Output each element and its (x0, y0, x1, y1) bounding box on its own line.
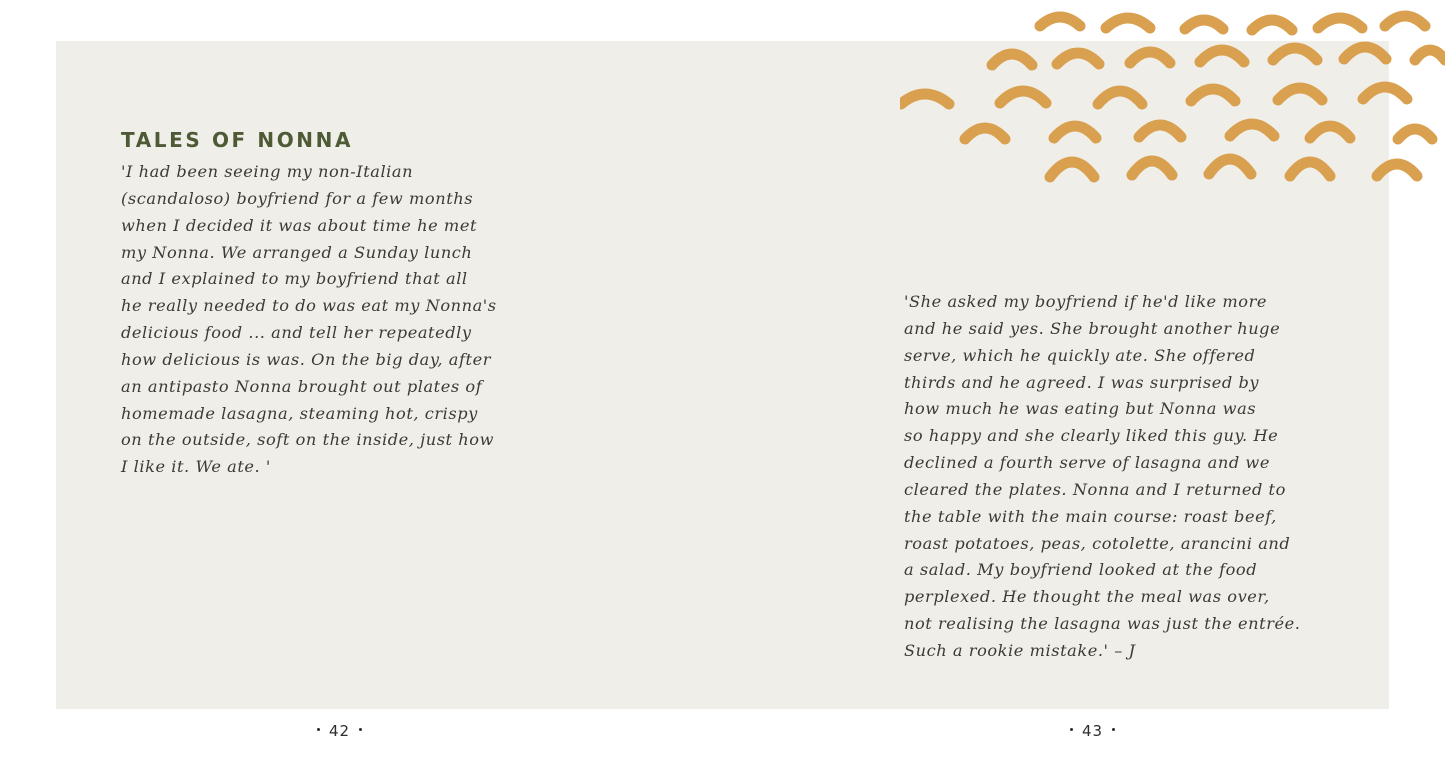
section-heading: TALES OF NONNA (121, 128, 354, 152)
story-line: how delicious is was. On the big day, after (121, 349, 492, 369)
page-number-label: 43 (1082, 722, 1104, 740)
story-line: I like it. We ate. ' (121, 457, 271, 477)
page-number-right (1061, 720, 1124, 742)
pasta-arc-icon (1290, 162, 1330, 176)
story-line: an antipasto Nonna brought out plates of (121, 376, 483, 396)
pasta-arc-icon (1278, 88, 1322, 100)
story-line: on the outside, soft on the inside, just how (121, 430, 494, 450)
bullet-dot-icon (1112, 728, 1115, 731)
pasta-arc-icon (1191, 89, 1235, 101)
pasta-arc-icon (1098, 91, 1142, 104)
pasta-arc-icon (1363, 87, 1407, 99)
bullet-dot-icon (317, 728, 320, 731)
pasta-arc-icon (1139, 125, 1181, 137)
story-line: roast potatoes, peas, cotolette, arancini and (904, 533, 1291, 553)
story-line: how much he was eating but Nonna was (904, 399, 1257, 419)
pasta-arc-icon (1415, 50, 1445, 60)
pasta-arc-icon (1050, 162, 1094, 177)
story-line: and I explained to my boyfriend that all (121, 269, 468, 289)
story-line: homemade lasagna, steaming hot, crispy (121, 403, 478, 423)
story-line: when I decided it was about time he met (121, 215, 478, 235)
story-right-text (904, 289, 1300, 665)
pasta-arc-icon (1230, 124, 1274, 136)
story-line: the table with the main course: roast beef, (904, 506, 1277, 526)
pasta-arc-icon (901, 94, 949, 104)
story-line: 'She asked my boyfriend if he'd like more (904, 292, 1267, 311)
page-number-label: 42 (329, 722, 351, 740)
pasta-arc-icon (1040, 17, 1080, 26)
pasta-arc-icon (1385, 16, 1425, 26)
story-line: cleared the plates. Nonna and I returned to (904, 479, 1286, 499)
story-line: thirds and he agreed. I was surprised by (904, 372, 1260, 392)
story-line: so happy and she clearly liked this guy. He (904, 426, 1279, 446)
story-line: my Nonna. We arranged a Sunday lunch (121, 242, 473, 262)
bullet-dot-icon (1070, 728, 1073, 731)
pasta-arc-icon (1130, 52, 1170, 63)
pasta-arc-icon (1106, 18, 1150, 28)
pasta-arc-icon (1273, 48, 1317, 60)
story-line: delicious food ... and tell her repeatedly (121, 323, 472, 343)
story-line: perplexed. He thought the meal was over, (904, 587, 1270, 607)
story-left-text (121, 159, 497, 481)
pasta-arc-icon (1398, 129, 1432, 139)
story-line: he really needed to do was eat my Nonna's (121, 296, 497, 316)
story-line: (scandaloso) boyfriend for a few months (121, 188, 474, 208)
pasta-arc-icon (1054, 126, 1096, 138)
pasta-arc-motif-icon (900, 0, 1445, 200)
pasta-arc-icon (1344, 47, 1386, 59)
story-line: not realising the lasagna was just the entrée. (904, 614, 1301, 634)
pasta-arc-icon (992, 54, 1032, 65)
pasta-arc-icon (1252, 20, 1292, 30)
story-line: Such a rookie mistake.' – J (904, 640, 1136, 660)
pasta-arc-icon (1057, 53, 1099, 64)
pasta-arc-icon (1185, 20, 1223, 29)
pasta-arc-icon (1377, 164, 1417, 176)
story-line: declined a fourth serve of lasagna and we (904, 453, 1270, 473)
pasta-arc-icon (1318, 18, 1362, 28)
pasta-arc-icon (1209, 159, 1251, 174)
story-line: 'I had been seeing my non-Italian (121, 162, 414, 181)
story-line: and he said yes. She brought another huge (904, 318, 1281, 338)
bullet-dot-icon (359, 728, 362, 731)
pasta-arc-icon (1200, 50, 1244, 62)
pasta-arc-icon (1132, 161, 1172, 175)
pasta-arc-icon (1000, 91, 1046, 103)
pasta-arc-icon (1310, 126, 1350, 138)
story-line: a salad. My boyfriend looked at the food (904, 560, 1258, 580)
pasta-arc-icon (965, 128, 1005, 139)
story-line: serve, which he quickly ate. She offered (904, 345, 1256, 365)
page-number-left (308, 720, 371, 742)
